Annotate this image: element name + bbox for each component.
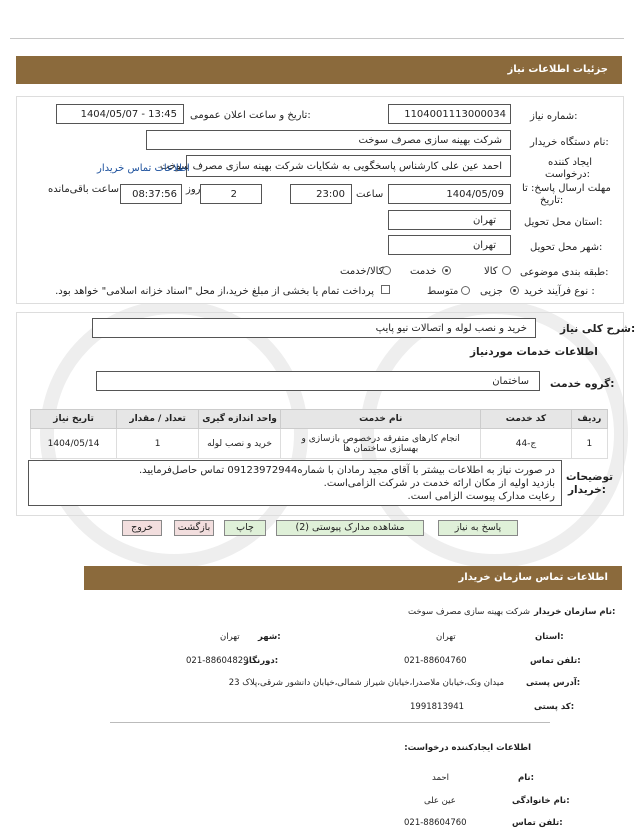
time-remaining-field: 08:37:56 xyxy=(120,184,182,204)
need-number-label: شماره نیاز: xyxy=(530,111,578,122)
cell-service-name xyxy=(281,429,481,459)
category-label: طبقه بندی موضوعی: xyxy=(520,267,609,278)
creator-field: احمد عین علی کارشناس پاسخگویی به شکایات شرکت بهینه سازی مصرف سوخت xyxy=(186,155,511,177)
page-header xyxy=(16,56,622,84)
creator-name-value: احمد xyxy=(432,773,449,783)
contact-divider xyxy=(110,722,550,723)
treasury-payment-text: پرداخت تمام یا بخشی از مبلغ خرید،از محل "اسناد خزانه اسلامی" خواهد بود. xyxy=(55,286,374,297)
cell-need-date: 1404/05/14 xyxy=(31,429,117,459)
col-quantity: تعداد / مقدار xyxy=(117,410,199,429)
notes-line-1: در صورت نیاز به اطلاعات بیشتر با آقای مجید رمادان با شماره09123972944 تماس حاصل‌فرمایید. xyxy=(138,465,555,476)
creator-phone-label: تلفن تماس: xyxy=(512,818,563,828)
cell-quantity: 1 xyxy=(117,429,199,459)
city-label: شهر محل تحویل: xyxy=(530,242,603,253)
exit-button[interactable]: خروج xyxy=(122,520,162,536)
services-table xyxy=(30,409,608,459)
days-label: روز xyxy=(186,184,201,195)
services-title: اطلاعات خدمات موردنیاز xyxy=(470,346,598,358)
creator-label-2: درخواست: xyxy=(545,169,590,180)
buyer-org-label: نام دستگاه خریدار: xyxy=(530,137,609,148)
phone-value: 021-88604760 xyxy=(404,656,467,666)
category-option-service: خدمت xyxy=(410,266,437,277)
deadline-date-field: 1404/05/09 xyxy=(388,184,511,204)
phone-label: تلفن تماس: xyxy=(530,656,581,666)
service-name-line-2: بهسازی ساختمان ها xyxy=(343,443,419,454)
table-header-row xyxy=(31,410,608,429)
time-remaining-label: ساعت باقی‌مانده xyxy=(48,184,120,195)
need-summary-label: شرح کلی نیاز: xyxy=(560,323,635,335)
service-group-field: ساختمان xyxy=(96,371,540,391)
postal-code-value: 1991813941 xyxy=(410,702,465,712)
fax-label: دورنگار: xyxy=(244,656,279,666)
notes-label: توضیحات xyxy=(566,471,614,483)
print-button[interactable]: چاپ xyxy=(224,520,266,536)
notes-line-3: رعایت مدارک پیوست الزامی است. xyxy=(407,491,555,502)
attachments-button[interactable]: مشاهده مدارک پیوستی (2) xyxy=(276,520,424,536)
cell-service-code: ج-44 xyxy=(481,429,571,459)
category-radio-service[interactable] xyxy=(442,266,451,275)
buyer-notes-field xyxy=(28,460,562,506)
creator-label: ایجاد کننده xyxy=(548,157,592,168)
city-contact-label: شهر: xyxy=(258,632,281,642)
col-service-code: کد خدمت xyxy=(481,410,571,429)
table-row xyxy=(31,429,608,459)
province-label: استان محل تحویل: xyxy=(524,217,603,228)
col-row: ردیف xyxy=(571,410,607,429)
address-value: میدان ونک،خیابان ملاصدرا،خیابان شیراز شمالی،خیابان دانشور شرقی،پلاک 23 xyxy=(228,678,504,688)
top-divider xyxy=(10,38,624,39)
deadline-label: مهلت ارسال پاسخ: تا xyxy=(522,183,611,194)
city-contact-value: تهران xyxy=(220,632,240,642)
page-title: جزئیات اطلاعات نیاز xyxy=(507,64,608,75)
process-radio-minor[interactable] xyxy=(510,286,519,295)
service-name-line-1: انجام کارهای متفرقه درخصوص بازسازی و xyxy=(301,433,460,444)
days-remaining-field: 2 xyxy=(200,184,262,204)
creator-phone-value: 021-88604760 xyxy=(404,818,467,828)
back-button[interactable]: بازگشت xyxy=(174,520,214,536)
announce-datetime-field: 1404/05/07 - 13:45 xyxy=(56,104,184,124)
process-option-medium: متوسط xyxy=(427,286,459,297)
notes-label-2: خریدار: xyxy=(568,484,606,496)
announce-label: تاریخ و ساعت اعلان عمومی: xyxy=(190,110,311,121)
buyer-contact-link[interactable]: اطلاعات تماس خریدار xyxy=(97,163,190,174)
creator-family-label: نام خانوادگی: xyxy=(512,796,570,806)
deadline-time-field: 23:00 xyxy=(290,184,352,204)
contact-section-title: اطلاعات تماس سازمان خریدار xyxy=(458,572,608,583)
province-field: تهران xyxy=(388,210,511,230)
need-summary-field: خرید و نصب لوله و اتصالات نیو پایپ xyxy=(92,318,536,338)
org-name-value: شرکت بهینه سازی مصرف سوخت xyxy=(408,607,530,617)
deadline-time-label: ساعت xyxy=(356,189,384,200)
category-option-goods: کالا xyxy=(484,266,498,277)
col-need-date: تاریخ نیاز xyxy=(31,410,117,429)
contact-section-header xyxy=(84,566,622,590)
creator-family-value: عین علی xyxy=(424,796,456,806)
service-group-label: گروه خدمت: xyxy=(550,378,615,390)
col-unit: واحد اندازه گیری xyxy=(199,410,281,429)
process-label: نوع فرآیند خرید : xyxy=(524,286,595,297)
category-option-goods-service: کالا/خدمت xyxy=(340,266,384,277)
process-option-minor: جزیی xyxy=(480,286,503,297)
category-radio-goods[interactable] xyxy=(502,266,511,275)
creator-info-title: اطلاعات ایجادکننده درخواست: xyxy=(404,743,531,753)
deadline-label-2: تاریخ: xyxy=(540,195,564,206)
col-service-name: نام خدمت xyxy=(281,410,481,429)
buyer-org-field: شرکت بهینه سازی مصرف سوخت xyxy=(146,130,511,150)
treasury-payment-checkbox[interactable] xyxy=(381,285,390,294)
notes-line-2: بازدید اولیه از مکان ارائه خدمت در شرکت الزامی‌است. xyxy=(323,478,555,489)
address-label: آدرس پستی: xyxy=(526,678,581,688)
province-contact-value: تهران xyxy=(436,632,456,642)
process-radio-medium[interactable] xyxy=(461,286,470,295)
reply-button[interactable]: پاسخ به نیاز xyxy=(438,520,518,536)
org-name-label: نام سازمان خریدار: xyxy=(534,607,616,617)
province-contact-label: استان: xyxy=(535,632,564,642)
cell-unit: خرید و نصب لوله xyxy=(199,429,281,459)
need-number-field: 1104001113000034 xyxy=(388,104,511,124)
creator-name-label: نام: xyxy=(518,773,535,783)
postal-code-label: کد پستی: xyxy=(534,702,575,712)
cell-row: 1 xyxy=(571,429,607,459)
city-field: تهران xyxy=(388,235,511,255)
fax-value: 021-88604829 xyxy=(186,656,249,666)
